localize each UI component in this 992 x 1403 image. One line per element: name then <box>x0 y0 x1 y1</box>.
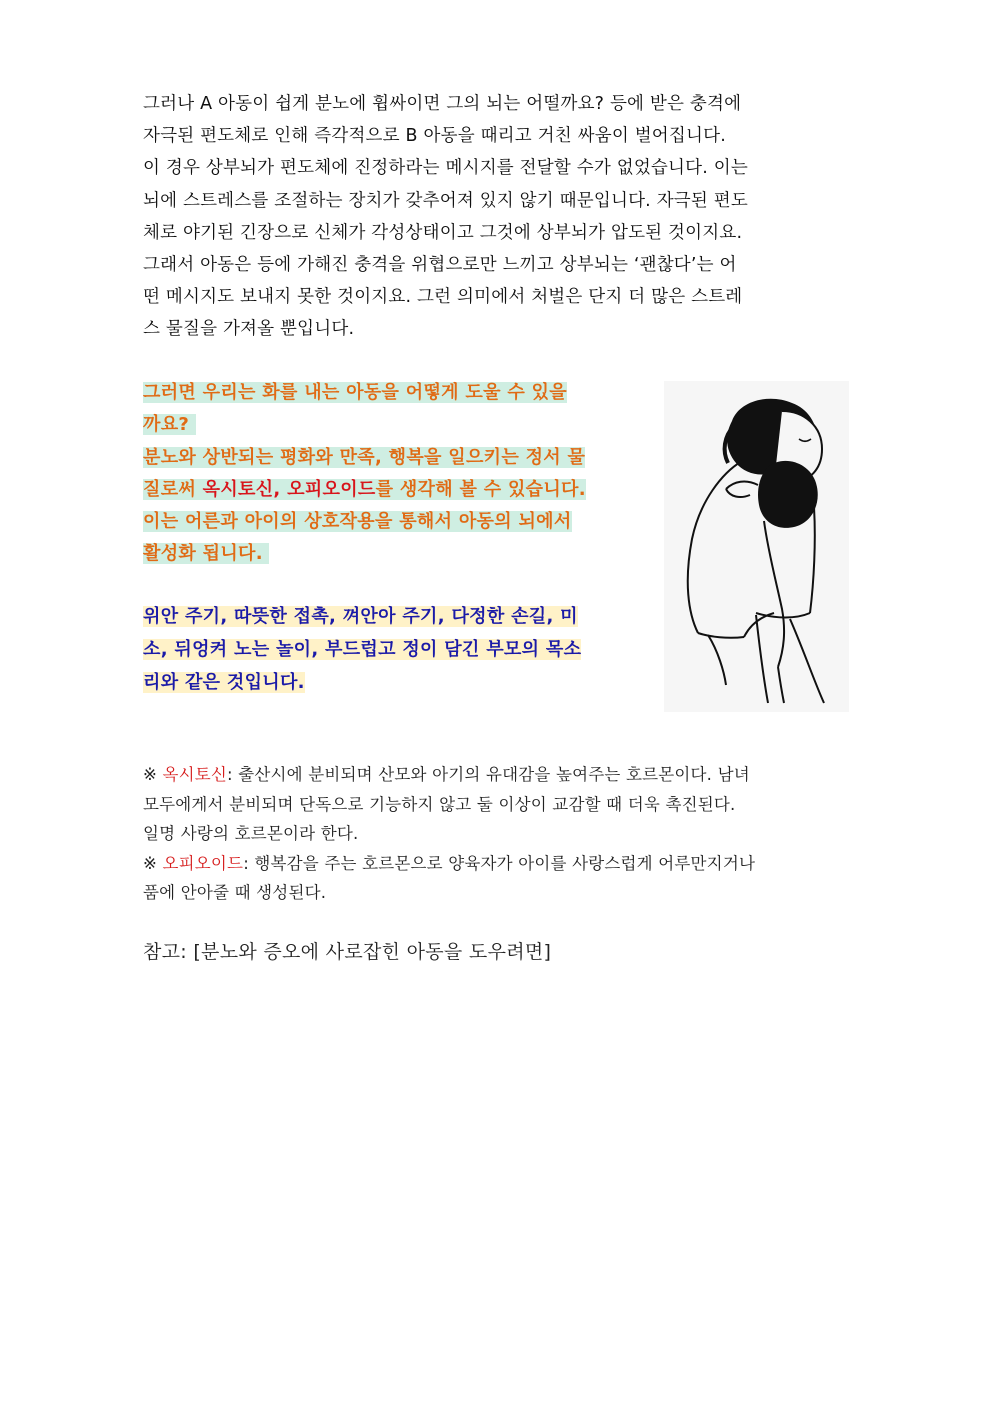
paragraph-line: 스 물질을 가져올 뿐입니다. <box>143 319 355 340</box>
term-opioid: 오피오이드 <box>287 478 376 500</box>
paragraph-line: 이 경우 상부뇌가 편도체에 진정하라는 메시지를 전달할 수가 없었습니다. 이는 <box>143 158 748 179</box>
paragraph-line: 떤 메시지도 보내지 못한 것이지요. 그런 의미에서 처벌은 단지 더 많은 스트레 <box>143 287 743 308</box>
paragraph-line: 그래서 아동은 등에 가해진 충격을 위협으로만 느끼고 상부뇌는 ‘괜찮다’는 어 <box>143 255 737 276</box>
reference-mark: ※ <box>143 853 163 873</box>
paragraph-line: 체로 야기된 긴장으로 신체가 각성상태이고 그것에 상부뇌가 압도된 것이지요. <box>143 222 743 243</box>
blue-line: 리와 같은 것입니다. <box>143 672 305 693</box>
blue-examples-paragraph <box>143 600 643 699</box>
term-oxytocin: 옥시토신 <box>202 478 274 500</box>
paragraph-line: 그러나 A 아동이 쉽게 분노에 휩싸이면 그의 뇌는 어떨까요? 등에 받은 충격에 <box>143 94 742 114</box>
highlight-line: 분노와 상반되는 평화와 만족, 행복을 일으키는 정서 물 <box>143 446 586 468</box>
highlight-line: 까요? <box>143 414 190 436</box>
footnote-oxytocin <box>143 760 850 790</box>
paragraph-line: 뇌에 스트레스를 조절하는 장치가 갖추어져 있지 않기 때문입니다. 자극된 편도 <box>143 190 748 211</box>
highlight-line-fragment: 를 생각해 볼 수 있습니다. <box>375 478 586 500</box>
highlight-line: 활성화 됩니다. <box>143 543 263 565</box>
footnote-text: 품에 안아줄 때 생성된다. <box>143 883 327 902</box>
footnote-text: 모두에게서 분비되며 단독으로 기능하지 않고 둘 이상이 교감할 때 더욱 촉진된다. <box>143 794 736 814</box>
footnote-term: 옥시토신 <box>162 765 228 784</box>
highlight-line-fragment: 질로써 <box>143 478 203 500</box>
hugging-illustration <box>664 381 849 712</box>
term-separator: , <box>273 478 288 500</box>
reference-citation: 참고: [분노와 증오에 사로잡힌 아동을 도우려면] <box>143 941 552 963</box>
highlight-line: 그러면 우리는 화를 내는 아동을 어떻게 도울 수 있을 <box>143 382 567 403</box>
highlighted-question-block <box>143 377 643 571</box>
footnote-opioid <box>143 849 850 879</box>
blue-line: 소, 뒤엉켜 노는 놀이, 부드럽고 정이 담긴 부모의 목소 <box>143 639 582 660</box>
reference-mark: ※ <box>143 765 163 784</box>
blue-line: 위안 주기, 따뜻한 접촉, 껴안아 주기, 다정한 손길, 미 <box>143 606 578 627</box>
footnote-text: : 출산시에 분비되며 산모와 아기의 유대감을 높여주는 호르몬이다. 남녀 <box>227 765 750 784</box>
paragraph-line: 자극된 편도체로 인해 즉각적으로 B 아동을 때리고 거친 싸움이 벌어집니다. <box>143 126 726 147</box>
highlight-line: 이는 어른과 아이의 상호작용을 통해서 아동의 뇌에서 <box>143 511 572 533</box>
footnote-text: 일명 사랑의 호르몬이라 한다. <box>143 824 359 843</box>
footnote-text: : 행복감을 주는 호르몬으로 양육자가 아이를 사랑스럽게 어루만지거나 <box>243 853 756 873</box>
footnote-term: 오피오이드 <box>162 853 244 873</box>
body-paragraph <box>143 88 850 346</box>
footnotes <box>143 760 850 908</box>
hug-drawing-icon <box>664 381 849 712</box>
